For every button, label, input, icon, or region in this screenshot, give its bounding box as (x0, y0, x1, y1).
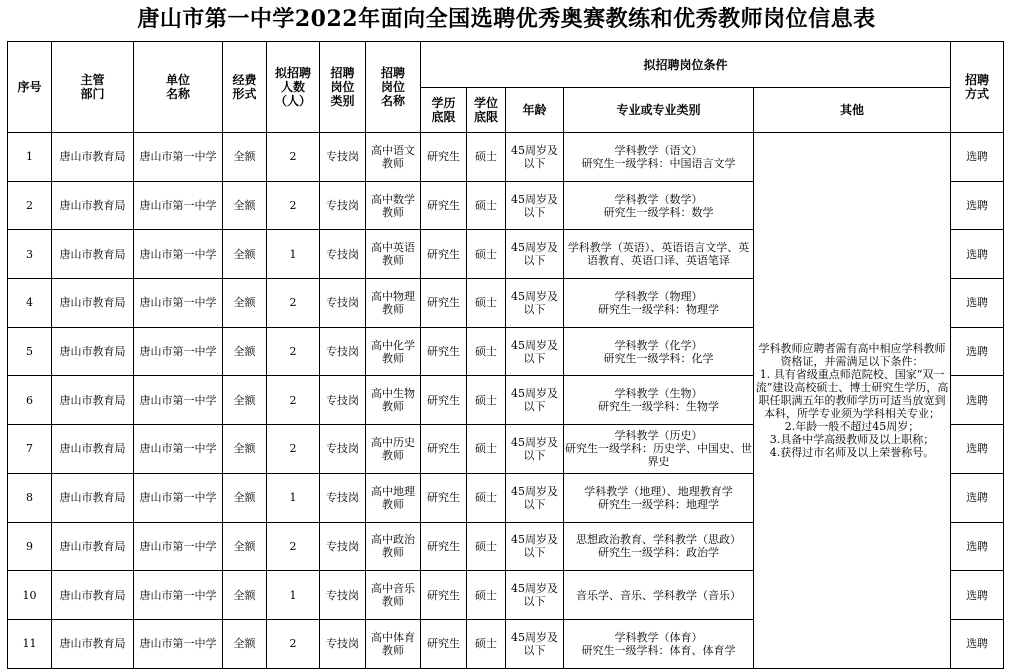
cell-age: 45周岁及 以下 (506, 230, 564, 279)
cell-category: 专技岗 (320, 279, 366, 328)
cell-age: 45周岁及 以下 (506, 133, 564, 182)
document-title: 唐山市第一中学2022年面向全国选聘优秀奥赛教练和优秀教师岗位信息表 (137, 6, 876, 32)
cell-qty: 2 (267, 327, 320, 376)
cell-category: 专技岗 (320, 327, 366, 376)
cell-degree: 硕士 (467, 571, 506, 620)
cell-post: 高中物理 教师 (366, 279, 421, 328)
cell-degree: 硕士 (467, 279, 506, 328)
cell-method: 选聘 (951, 181, 1004, 230)
cell-category: 专技岗 (320, 571, 366, 620)
cell-seq: 1 (8, 133, 52, 182)
cell-fund: 全额 (223, 279, 267, 328)
cell-age: 45周岁及 以下 (506, 522, 564, 571)
cell-edu: 研究生 (421, 133, 467, 182)
cell-major: 思想政治教育、学科教学（思政） 研究生一级学科：政治学 (564, 522, 754, 571)
cell-post: 高中地理 教师 (366, 473, 421, 522)
cell-seq: 9 (8, 522, 52, 571)
cell-degree: 硕士 (467, 327, 506, 376)
cell-category: 专技岗 (320, 376, 366, 425)
cell-category: 专技岗 (320, 522, 366, 571)
cell-category: 专技岗 (320, 619, 366, 668)
cell-qty: 2 (267, 522, 320, 571)
cell-method: 选聘 (951, 571, 1004, 620)
cell-fund: 全额 (223, 133, 267, 182)
cell-dept: 唐山市教育局 (52, 571, 134, 620)
header-other: 其他 (754, 88, 951, 133)
table-row (8, 133, 1004, 182)
positions-table (7, 41, 1004, 669)
cell-edu: 研究生 (421, 571, 467, 620)
cell-qty: 2 (267, 133, 320, 182)
cell-edu: 研究生 (421, 473, 467, 522)
cell-seq: 2 (8, 181, 52, 230)
cell-fund: 全额 (223, 425, 267, 474)
header-age: 年龄 (506, 88, 564, 133)
cell-method: 选聘 (951, 425, 1004, 474)
cell-degree: 硕士 (467, 425, 506, 474)
cell-unit: 唐山市第一中学 (134, 425, 223, 474)
cell-fund: 全额 (223, 230, 267, 279)
cell-age: 45周岁及 以下 (506, 376, 564, 425)
cell-degree: 硕士 (467, 133, 506, 182)
cell-unit: 唐山市第一中学 (134, 522, 223, 571)
cell-age: 45周岁及 以下 (506, 473, 564, 522)
cell-major: 学科教学（化学） 研究生一级学科：化学 (564, 327, 754, 376)
cell-edu: 研究生 (421, 279, 467, 328)
header-degree: 学位 底限 (467, 88, 506, 133)
cell-fund: 全额 (223, 376, 267, 425)
cell-degree: 硕士 (467, 376, 506, 425)
cell-unit: 唐山市第一中学 (134, 279, 223, 328)
cell-unit: 唐山市第一中学 (134, 230, 223, 279)
cell-category: 专技岗 (320, 425, 366, 474)
cell-method: 选聘 (951, 279, 1004, 328)
cell-seq: 8 (8, 473, 52, 522)
cell-qty: 1 (267, 230, 320, 279)
cell-edu: 研究生 (421, 522, 467, 571)
header-conditions: 拟招聘岗位条件 (421, 42, 951, 88)
cell-other-conditions: 学科教师应聘者需有高中相应学科教师资格证，并需满足以下条件： 1. 具有省级重点师范院校、国家“双一流”建设高校硕士、博士研究生学历，高职任职满五年的教师学历可适当放宽到本科，所学专业须为学科相关专业； 2.年龄一般不超过45周岁； 3.具备中学高级教师及以上职称； 4.获得过市名师及以上荣誉称号。 (754, 133, 951, 669)
cell-method: 选聘 (951, 230, 1004, 279)
cell-dept: 唐山市教育局 (52, 619, 134, 668)
cell-post: 高中政治 教师 (366, 522, 421, 571)
cell-post: 高中语文 教师 (366, 133, 421, 182)
cell-major: 学科教学（数学） 研究生一级学科：数学 (564, 181, 754, 230)
cell-age: 45周岁及 以下 (506, 327, 564, 376)
cell-qty: 2 (267, 619, 320, 668)
table-body (8, 133, 1004, 669)
cell-major: 音乐学、音乐、学科教学（音乐） (564, 571, 754, 620)
cell-age: 45周岁及 以下 (506, 279, 564, 328)
cell-degree: 硕士 (467, 473, 506, 522)
header-qty: 拟招聘 人数 （人） (267, 42, 320, 133)
header-major: 专业或专业类别 (564, 88, 754, 133)
cell-post: 高中体育 教师 (366, 619, 421, 668)
cell-dept: 唐山市教育局 (52, 230, 134, 279)
cell-qty: 1 (267, 571, 320, 620)
header-method: 招聘 方式 (951, 42, 1004, 133)
cell-edu: 研究生 (421, 181, 467, 230)
cell-dept: 唐山市教育局 (52, 425, 134, 474)
cell-category: 专技岗 (320, 133, 366, 182)
cell-seq: 6 (8, 376, 52, 425)
cell-unit: 唐山市第一中学 (134, 181, 223, 230)
cell-major: 学科教学（体育） 研究生一级学科：体育、体育学 (564, 619, 754, 668)
header-row-1 (8, 42, 1004, 88)
cell-fund: 全额 (223, 619, 267, 668)
cell-post: 高中生物 教师 (366, 376, 421, 425)
cell-major: 学科教学（生物） 研究生一级学科：生物学 (564, 376, 754, 425)
cell-dept: 唐山市教育局 (52, 376, 134, 425)
cell-major: 学科教学（英语）、英语语言文学、英语教育、英语口译、英语笔译 (564, 230, 754, 279)
cell-seq: 4 (8, 279, 52, 328)
cell-edu: 研究生 (421, 327, 467, 376)
cell-fund: 全额 (223, 522, 267, 571)
cell-major: 学科教学（历史） 研究生一级学科：历史学、中国史、世界史 (564, 425, 754, 474)
cell-dept: 唐山市教育局 (52, 133, 134, 182)
cell-edu: 研究生 (421, 425, 467, 474)
cell-major: 学科教学（物理） 研究生一级学科：物理学 (564, 279, 754, 328)
cell-qty: 2 (267, 425, 320, 474)
cell-method: 选聘 (951, 133, 1004, 182)
header-post: 招聘 岗位 名称 (366, 42, 421, 133)
cell-qty: 1 (267, 473, 320, 522)
cell-edu: 研究生 (421, 619, 467, 668)
cell-unit: 唐山市第一中学 (134, 619, 223, 668)
cell-edu: 研究生 (421, 376, 467, 425)
header-fund: 经费 形式 (223, 42, 267, 133)
cell-unit: 唐山市第一中学 (134, 571, 223, 620)
cell-qty: 2 (267, 376, 320, 425)
cell-category: 专技岗 (320, 181, 366, 230)
cell-seq: 11 (8, 619, 52, 668)
cell-major: 学科教学（地理）、地理教育学 研究生一级学科：地理学 (564, 473, 754, 522)
cell-age: 45周岁及 以下 (506, 181, 564, 230)
header-unit: 单位 名称 (134, 42, 223, 133)
cell-dept: 唐山市教育局 (52, 279, 134, 328)
cell-method: 选聘 (951, 619, 1004, 668)
cell-age: 45周岁及 以下 (506, 425, 564, 474)
cell-fund: 全额 (223, 571, 267, 620)
cell-major: 学科教学（语文） 研究生一级学科：中国语言文学 (564, 133, 754, 182)
cell-seq: 3 (8, 230, 52, 279)
cell-method: 选聘 (951, 376, 1004, 425)
cell-unit: 唐山市第一中学 (134, 473, 223, 522)
cell-method: 选聘 (951, 327, 1004, 376)
cell-degree: 硕士 (467, 230, 506, 279)
cell-degree: 硕士 (467, 522, 506, 571)
cell-age: 45周岁及 以下 (506, 619, 564, 668)
cell-dept: 唐山市教育局 (52, 181, 134, 230)
cell-seq: 7 (8, 425, 52, 474)
cell-dept: 唐山市教育局 (52, 327, 134, 376)
header-seq: 序号 (8, 42, 52, 133)
cell-post: 高中英语 教师 (366, 230, 421, 279)
cell-seq: 10 (8, 571, 52, 620)
header-dept: 主管 部门 (52, 42, 134, 133)
cell-degree: 硕士 (467, 619, 506, 668)
cell-fund: 全额 (223, 181, 267, 230)
cell-unit: 唐山市第一中学 (134, 133, 223, 182)
cell-fund: 全额 (223, 473, 267, 522)
cell-seq: 5 (8, 327, 52, 376)
header-edu: 学历 底限 (421, 88, 467, 133)
cell-unit: 唐山市第一中学 (134, 327, 223, 376)
cell-category: 专技岗 (320, 230, 366, 279)
cell-unit: 唐山市第一中学 (134, 376, 223, 425)
cell-edu: 研究生 (421, 230, 467, 279)
cell-age: 45周岁及 以下 (506, 571, 564, 620)
cell-dept: 唐山市教育局 (52, 473, 134, 522)
header-category: 招聘 岗位 类别 (320, 42, 366, 133)
cell-dept: 唐山市教育局 (52, 522, 134, 571)
cell-category: 专技岗 (320, 473, 366, 522)
cell-post: 高中数学 教师 (366, 181, 421, 230)
cell-qty: 2 (267, 279, 320, 328)
cell-degree: 硕士 (467, 181, 506, 230)
cell-method: 选聘 (951, 473, 1004, 522)
cell-post: 高中音乐 教师 (366, 571, 421, 620)
cell-method: 选聘 (951, 522, 1004, 571)
cell-fund: 全额 (223, 327, 267, 376)
cell-post: 高中化学 教师 (366, 327, 421, 376)
cell-post: 高中历史 教师 (366, 425, 421, 474)
cell-qty: 2 (267, 181, 320, 230)
